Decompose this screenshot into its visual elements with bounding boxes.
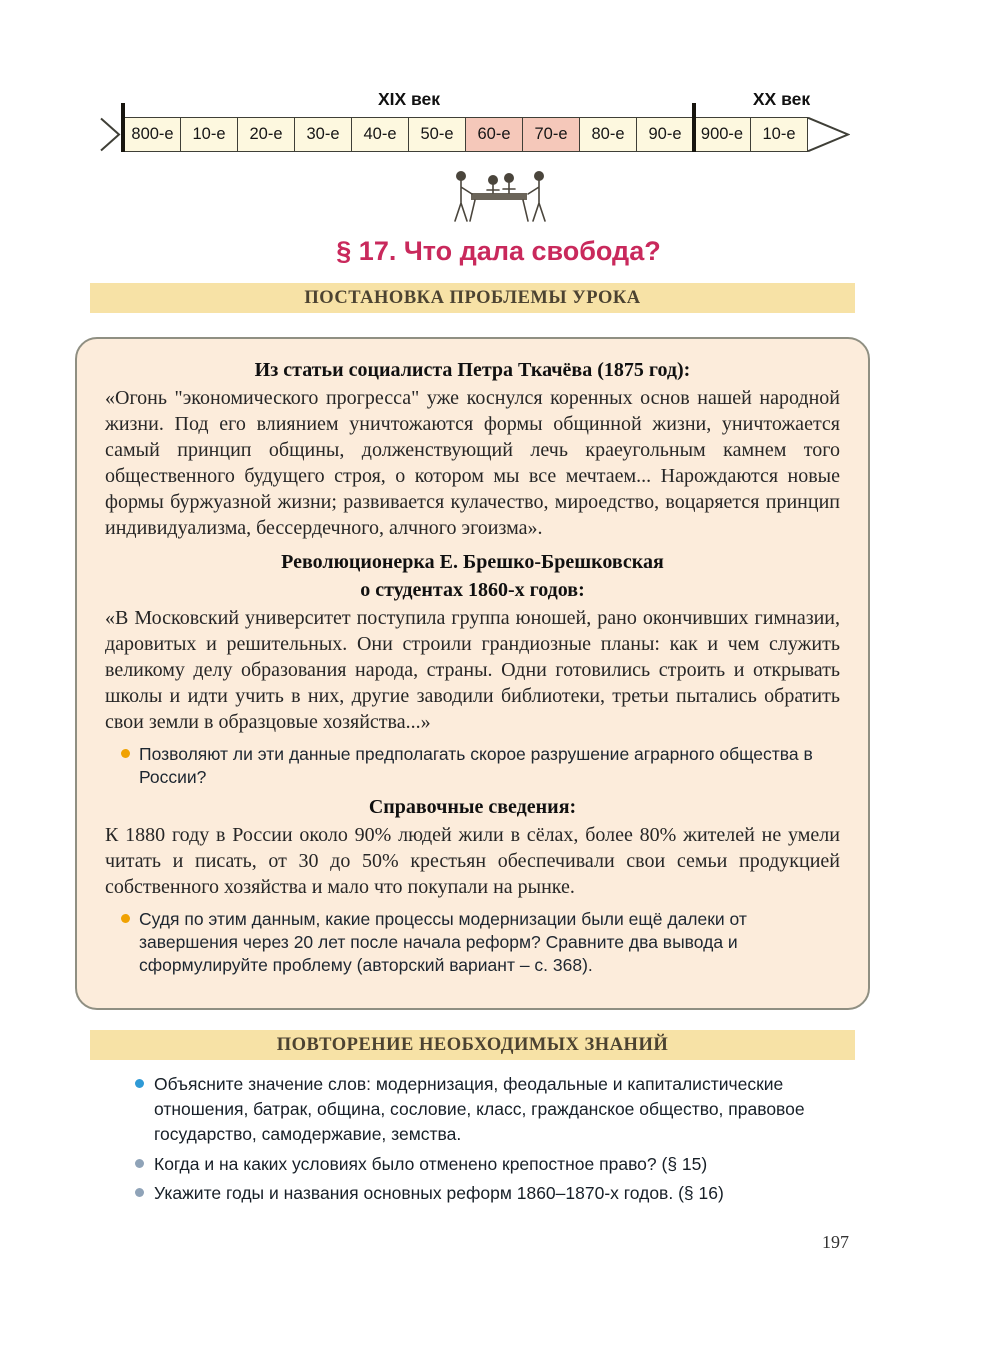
source2-heading-line2: о студентах 1860-х годов: bbox=[360, 579, 585, 601]
century-tick-xx bbox=[692, 103, 696, 152]
century-label-xix: XIX век bbox=[377, 89, 441, 109]
source2-text: «В Московский университет поступила группа юношей, рано окончивших гимназии, даровитых и решительных. Они строили грандиозные планы: как и чем служить великому делу образования народа, страны. Одни готовились строить и открывать школы и идти учить в них, другие заводили библиотеки, третьи пытались обратить свои земли в образцовые хозяйства...» bbox=[105, 607, 840, 733]
timeline-cell-11: 10-е bbox=[751, 117, 808, 152]
timeline-cell-4: 40-е bbox=[352, 117, 409, 152]
repetition-item-2 bbox=[135, 1152, 863, 1177]
bullet-icon bbox=[135, 1079, 144, 1088]
page-title: § 17. Что дала свобода? bbox=[336, 236, 661, 266]
problem-question-1 bbox=[105, 743, 840, 789]
repetition-item-3-text: Укажите годы и названия основных реформ 1860–1870-х годов. (§ 16) bbox=[154, 1183, 724, 1204]
timeline-cell-10: 900-е bbox=[694, 117, 751, 152]
problem-question-1-text: Позволяют ли эти данные предполагать скорое разрушение аграрного общества в России? bbox=[139, 744, 813, 788]
reference-text: К 1880 году в России около 90% людей жили в сёлах, более 80% жителей не умели читать и писать, от 30 до 50% крестьян обеспечивали свои семьи продукцией собственного хозяйства и мало что покупали на рынке. bbox=[105, 824, 840, 899]
repetition-item-3 bbox=[135, 1181, 863, 1206]
timeline-cells bbox=[124, 117, 808, 152]
timeline-cell-5: 50-е bbox=[409, 117, 466, 152]
timeline-cell-2: 20-е bbox=[238, 117, 295, 152]
repetition-banner: ПОВТОРЕНИЕ НЕОБХОДИМЫХ ЗНАНИЙ bbox=[90, 1030, 855, 1060]
timeline-cell-0: 800-е bbox=[124, 117, 181, 152]
timeline-arrow-icon bbox=[808, 117, 850, 152]
reference-heading: Справочные сведения: bbox=[368, 796, 577, 819]
source1-heading: Из статьи социалиста Петра Ткачёва (1875 год): bbox=[254, 359, 691, 381]
timeline-cell-8: 80-е bbox=[580, 117, 637, 152]
timeline-cell-6: 60-е bbox=[466, 117, 523, 152]
bullet-icon bbox=[135, 1159, 144, 1168]
source2-heading-line1: Революционерка Е. Брешко-Брешковская bbox=[281, 551, 664, 573]
repetition-list bbox=[135, 1072, 863, 1211]
timeline-cell-9: 90-е bbox=[637, 117, 694, 152]
timeline bbox=[98, 89, 850, 152]
problem-box bbox=[75, 337, 870, 1010]
problem-question-2 bbox=[105, 908, 840, 977]
timeline-cell-3: 30-е bbox=[295, 117, 352, 152]
century-tick-xix bbox=[121, 103, 125, 152]
timeline-cell-1: 10-е bbox=[181, 117, 238, 152]
vignette-illustration bbox=[441, 163, 557, 230]
page-number: 197 bbox=[822, 1232, 849, 1252]
repetition-item-1 bbox=[135, 1072, 863, 1147]
timeline-cell-7: 70-е bbox=[523, 117, 580, 152]
bullet-icon bbox=[135, 1188, 144, 1197]
source1-text: «Огонь "экономического прогресса" уже коснулся коренных основ нашей народной жизни. Под его влиянием уничтожаются формы общинной жизни, уничтожается самый принцип общины, долженствующий лечь краеугольным камнем того общественного будущего строя, о котором мы все мечтаем... Нарождаются новые формы буржуазной жизни; развивается кулачество, мироедство, воцаряется принцип индивидуализма, бессердечного, алчного эгоизма». bbox=[105, 387, 840, 539]
bullet-icon bbox=[121, 914, 130, 923]
problem-question-2-text: Судя по этим данным, какие процессы модернизации были ещё далеки от завершения через 20 лет после начала реформ? Сравните два вывода и сформулируйте проблему (авторский вариант – с. 368). bbox=[139, 909, 747, 976]
problem-banner: ПОСТАНОВКА ПРОБЛЕМЫ УРОКА bbox=[90, 283, 855, 313]
repetition-item-1-text: Объясните значение слов: модернизация, феодальные и капиталистические отношения, батрак, община, сословие, класс, гражданское общество, правовое государство, самодержавие, земства. bbox=[154, 1074, 805, 1144]
bullet-icon bbox=[121, 749, 130, 758]
repetition-item-2-text: Когда и на каких условиях было отменено крепостное право? (§ 15) bbox=[154, 1153, 708, 1174]
century-label-xx: XX век bbox=[752, 89, 811, 109]
